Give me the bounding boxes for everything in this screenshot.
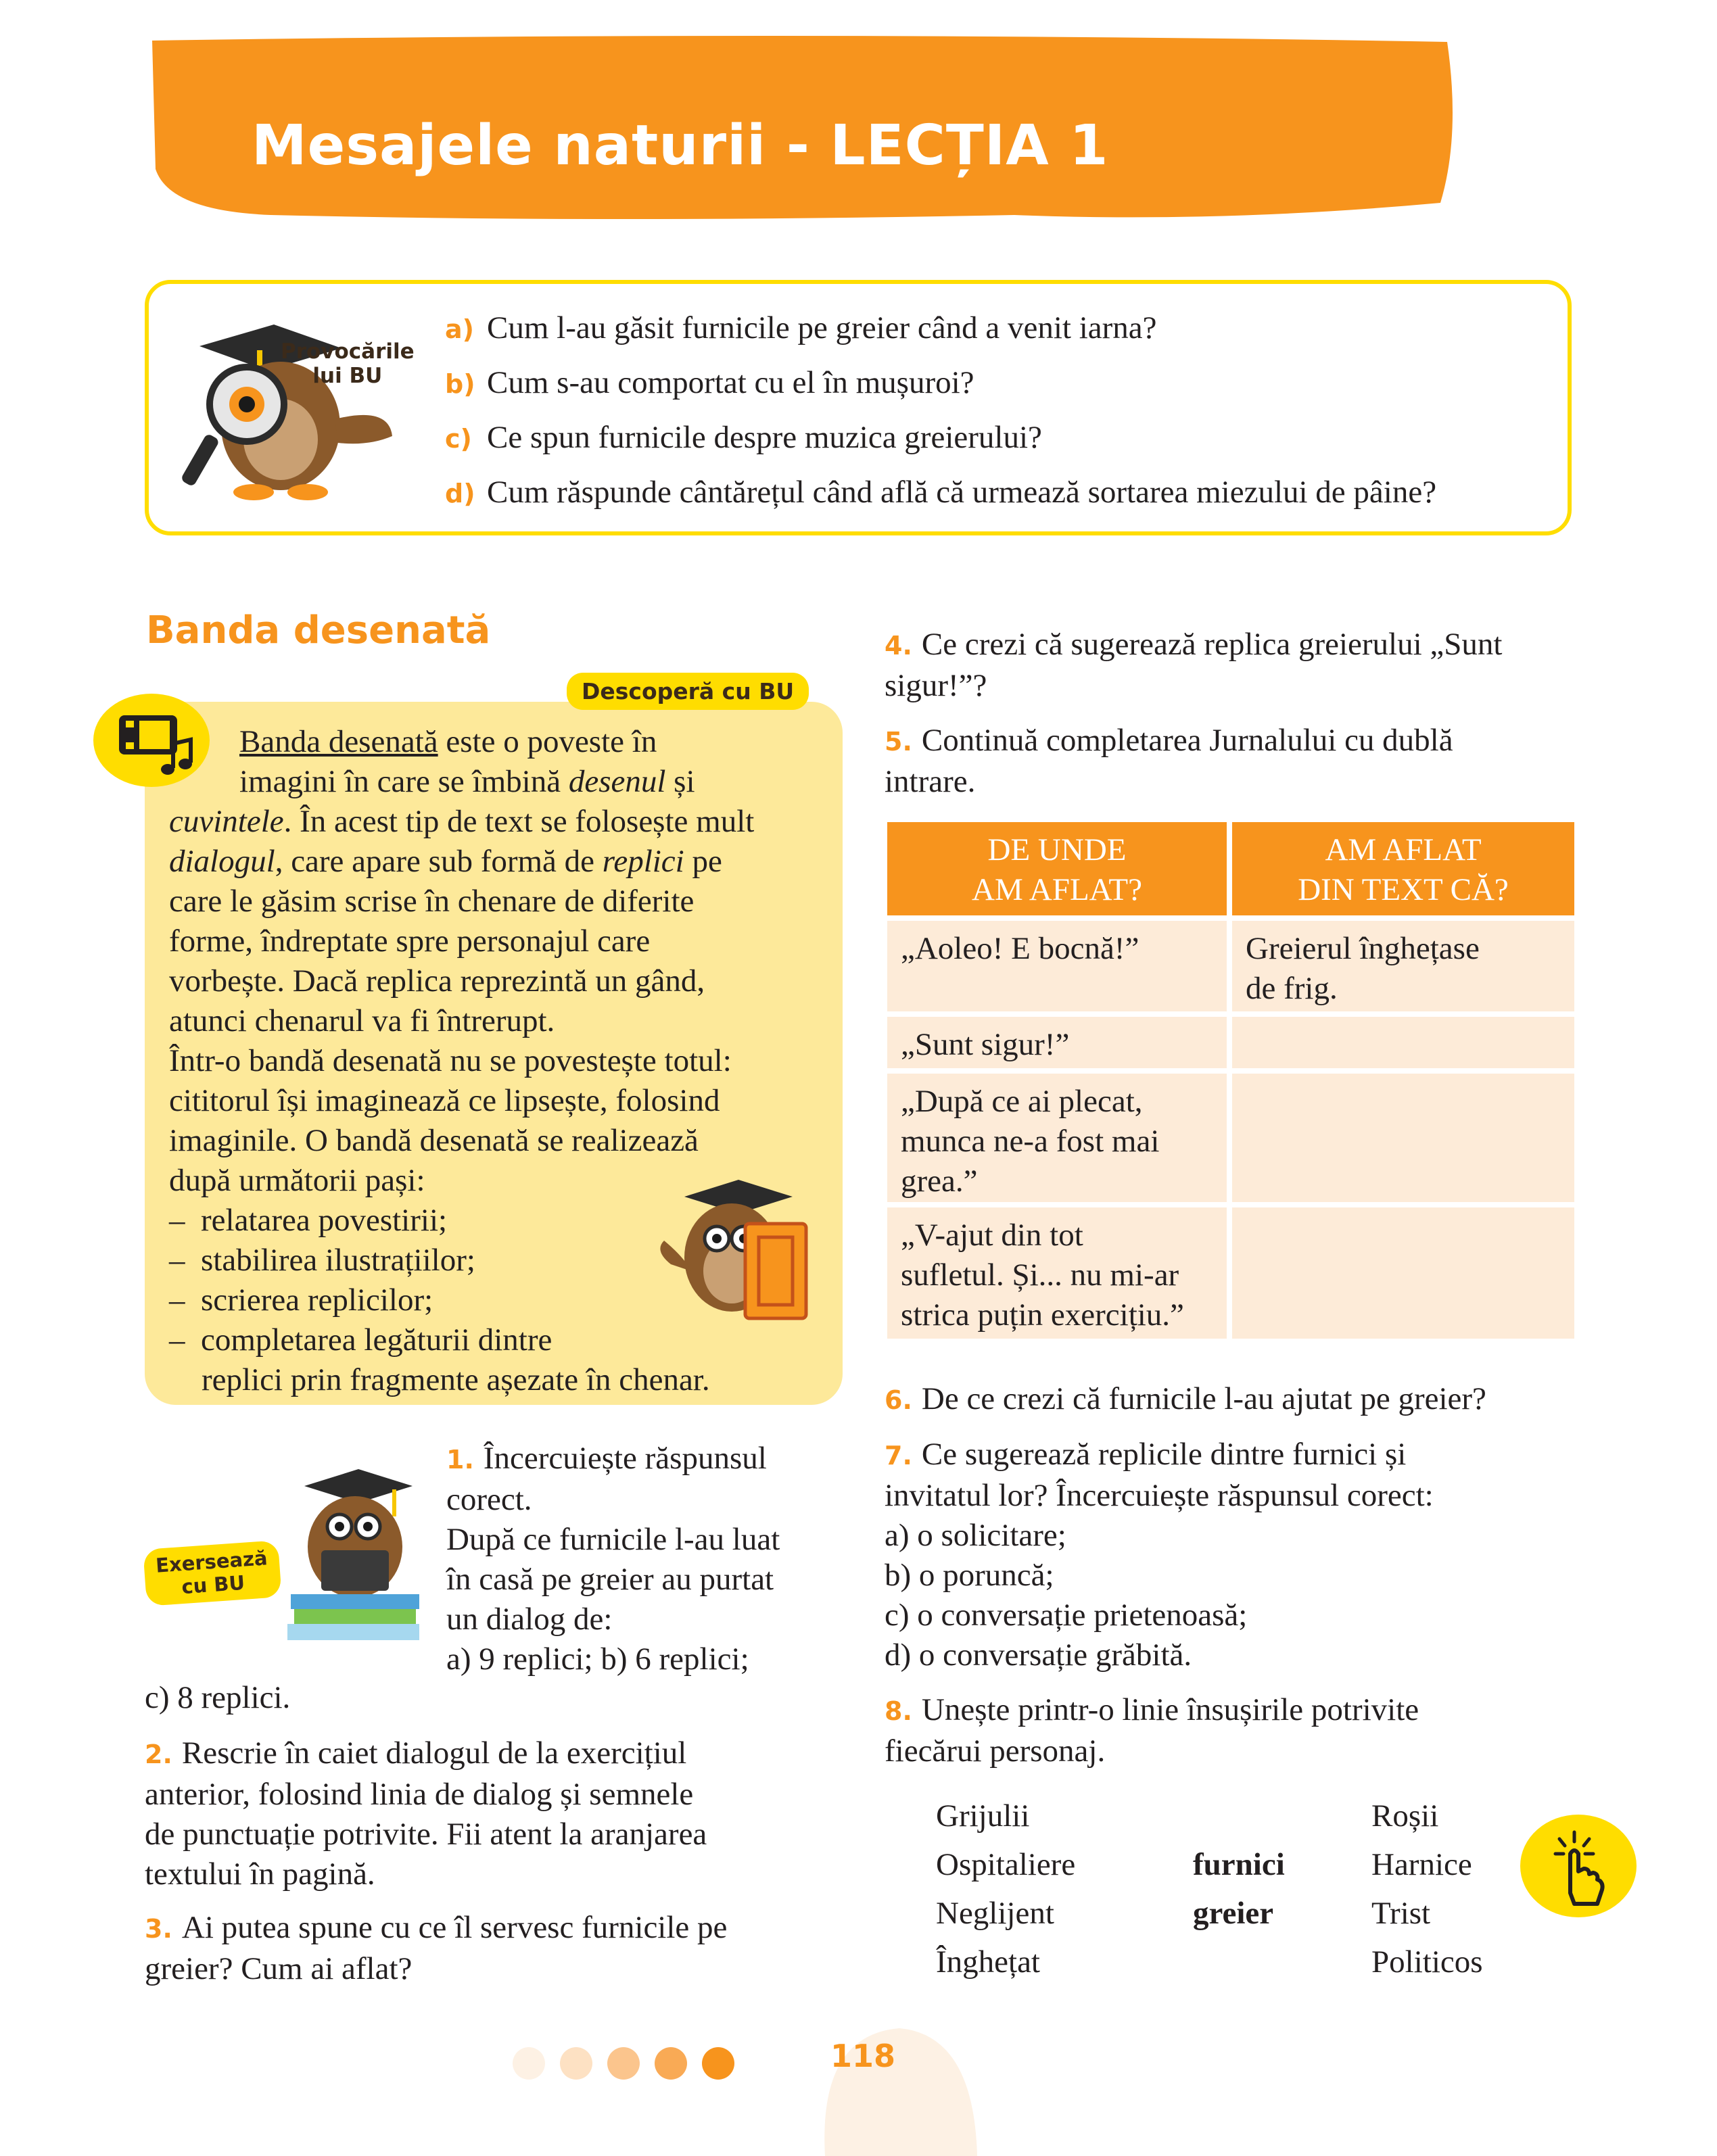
section-title: Banda desenată (146, 608, 491, 652)
exercise-badge: Exersează cu BU (143, 1540, 281, 1606)
table-header-cell: AM AFLAT DIN TEXT CĂ? (1232, 822, 1574, 915)
tap-hand-icon (1518, 1812, 1639, 1920)
discover-badge: Descoperă cu BU (567, 673, 809, 710)
match-trait[interactable]: Grijulii (936, 1798, 1030, 1834)
question-1: 1. Încercuiește răspunsul corect. După ce furnicile l-au luat în casă pe greier au purtat un dialog de: a) 9 replici; b) 6 replici; (446, 1441, 780, 1677)
table-row (887, 1074, 1574, 1202)
step-item: – stabilirea ilustrațiilor; (169, 1243, 475, 1278)
table-cell: „Sunt sigur!” (887, 1017, 1227, 1068)
table-header-cell: DE UNDE AM AFLAT? (887, 822, 1227, 915)
table-cell-answer[interactable] (1232, 1207, 1574, 1339)
table-cell: „După ce ai plecat, munca ne-a fost mai grea.” (887, 1074, 1227, 1202)
match-trait[interactable]: Înghețat (936, 1944, 1040, 1980)
challenge-list (445, 308, 1436, 527)
question-7: 7. Ce sugerează replicile dintre furnici și invitatul lor? Încercuiește răspunsul corect: a) o solicitare; b) o poruncă; c) o conversație prietenoasă; d) o conversație grăbită. (885, 1435, 1628, 1675)
page-number: 118 (830, 2038, 896, 2074)
step-item: – completarea legăturii dintre (169, 1322, 552, 1358)
table-header-row (887, 822, 1574, 915)
match-left-column (936, 1792, 1075, 1986)
match-middle-column (1193, 1840, 1285, 1938)
match-trait[interactable]: Politicos (1371, 1944, 1483, 1980)
table-row (887, 1207, 1574, 1339)
table-row (887, 921, 1574, 1011)
question-5: 5. Continuă completarea Jurnalului cu dublă intrare. (885, 723, 1453, 799)
challenge-item: c) Ce spun furnicile despre muzica greierului? (445, 420, 1042, 455)
challenge-item: b) Cum s-au comportat cu el în mușuroi? (445, 365, 974, 400)
match-trait[interactable]: Trist (1371, 1896, 1431, 1931)
match-character[interactable]: greier (1193, 1896, 1274, 1931)
table-cell: „Aoleo! E bocnă!” (887, 921, 1227, 1011)
answer-option[interactable]: c) o conversație prietenoasă; (885, 1598, 1248, 1633)
step-item: – scrierea replicilor; (169, 1283, 433, 1318)
table-row (887, 1017, 1574, 1068)
match-trait[interactable]: Neglijent (936, 1896, 1054, 1931)
table-cell-answer[interactable] (1232, 1017, 1574, 1068)
answer-option[interactable]: a) o solicitare; (885, 1518, 1066, 1553)
term-underlined: Banda desenată (239, 724, 438, 759)
match-trait[interactable]: Harnice (1371, 1847, 1472, 1882)
match-trait[interactable]: Roșii (1371, 1798, 1439, 1834)
table-cell-answer[interactable] (1232, 1074, 1574, 1202)
owl-book-icon (657, 1176, 820, 1332)
page-title: Mesajele naturii - LECȚIA 1 (252, 114, 1109, 178)
match-trait[interactable]: Ospitaliere (936, 1847, 1076, 1882)
question-8: 8. Unește printr-o linie însușirile potrivite fiecărui personaj. (885, 1692, 1419, 1769)
challenge-badge: Provocările lui BU (281, 339, 415, 388)
answer-option[interactable]: d) o conversație grăbită. (885, 1637, 1192, 1673)
step-item: – relatarea povestirii; (169, 1203, 448, 1238)
match-right-column (1371, 1792, 1483, 1986)
question-2: 2. Rescrie în caiet dialogul de la exercițiul anterior, folosind linia de dialog și semnele de punctuație potrivite. Fii atent la aranjarea textului în pagină. (145, 1735, 707, 1892)
answer-option[interactable]: b) o poruncă; (885, 1558, 1054, 1593)
footer-decoration (500, 2008, 987, 2156)
info-text: Banda desenată este o poveste în imagini în care se îmbină desenul și cuvintele. În acest tip de text se folosește mult dialogul, care apare sub formă de replici pe care le găsim scrise în chenare de diferite forme, îndreptate spre personajul care vorbește. Dacă replica reprezintă un gând, atunci chenarul va fi întrerupt. Într-o bandă desenată nu se povestește totul: cititorul își imaginează ce lipsește, folosind imaginile. O bandă desenată se realizează după următorii pași: – relatarea povestirii; – stabilirea ilustrațiilor; – scrierea replicilor; – completarea legăturii dintre replici prin fragmente așezate în chenar. (169, 722, 832, 1400)
owl-laptop-icon (284, 1466, 426, 1648)
question-3: 3. Ai putea spune cu ce îl servesc furnicile pe greier? Cum ai aflat? (145, 1910, 728, 1986)
table-cell-answer: Greierul înghețase de frig. (1232, 921, 1574, 1011)
challenge-item: a) Cum l-au găsit furnicile pe greier când a venit iarna? (445, 310, 1157, 345)
challenge-item: d) Cum răspunde cântărețul când află că urmează sortarea miezului de pâine? (445, 475, 1437, 510)
journal-table (887, 822, 1574, 1343)
question-6: 6. De ce crezi că furnicile l-au ajutat pe greier? (885, 1381, 1486, 1416)
match-character[interactable]: furnici (1193, 1847, 1285, 1882)
table-cell: „V-ajut din tot sufletul. Și... nu mi-ar strica puțin exercițiu.” (887, 1207, 1227, 1339)
question-1-tail: c) 8 replici. (145, 1680, 291, 1715)
question-4: 4. Ce crezi că sugerează replica greierului „Sunt sigur!”? (885, 627, 1503, 703)
